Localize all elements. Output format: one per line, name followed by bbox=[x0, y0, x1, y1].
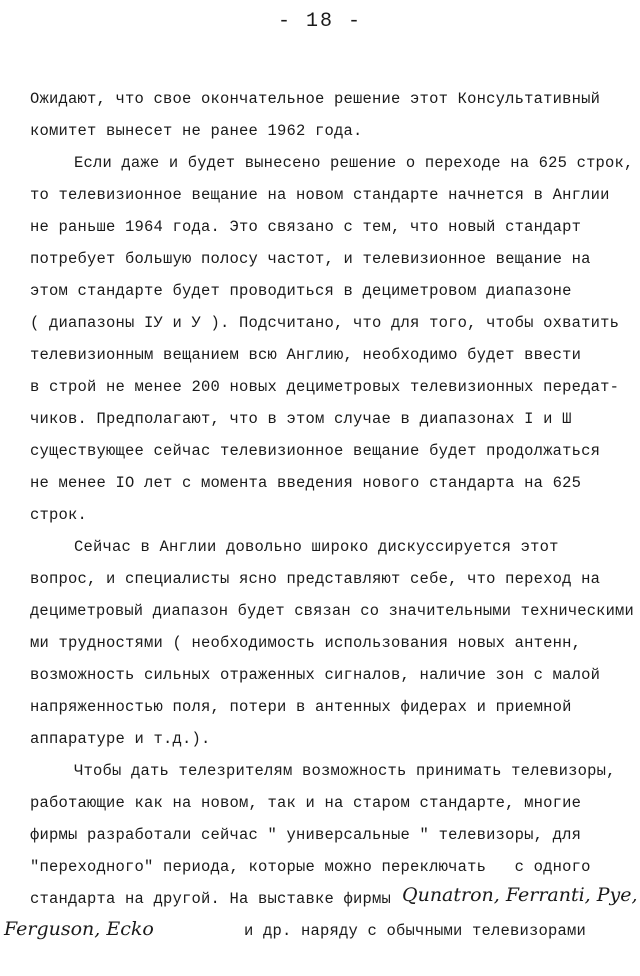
text-line: чиков. Предполагают, что в этом случае в диапазонах I и Ш bbox=[30, 410, 572, 428]
text-line: аппаратуре и т.д.). bbox=[30, 730, 211, 748]
text-line: и др. наряду с обычными телевизорами bbox=[244, 922, 587, 940]
text-line: не менее IO лет с момента введения нового стандарта на 625 bbox=[30, 474, 582, 492]
handwritten-firms-line1: Qunatron, Ferranti, Pye, bbox=[402, 884, 638, 906]
text-line: Ожидают, что свое окончательное решение этот Консультативный bbox=[30, 90, 601, 108]
text-line: вопрос, и специалисты ясно представляют себе, что переход на bbox=[30, 570, 601, 588]
text-line: напряженностью поля, потери в антенных фидерах и приемной bbox=[30, 698, 572, 716]
text-line: возможность сильных отраженных сигналов, наличие зон с малой bbox=[30, 666, 601, 684]
text-line: Чтобы дать телезрителям возможность принимать телевизоры, bbox=[74, 762, 616, 780]
page-number: - 18 - bbox=[277, 10, 362, 33]
handwritten-firms-line2: Ferguson, Ecko bbox=[4, 918, 154, 940]
text-line: стандарта на другой. На выставке фирмы bbox=[30, 890, 392, 908]
text-line: существующее сейчас телевизионное вещание будет продолжаться bbox=[30, 442, 601, 460]
text-line: ( диапазоны IУ и У ). Подсчитано, что для того, чтобы охватить bbox=[30, 314, 620, 332]
text-line: "переходного" периода, которые можно переключать с одного bbox=[30, 858, 591, 876]
text-line: Если даже и будет вынесено решение о переходе на 625 строк, bbox=[74, 154, 634, 172]
text-line: ми трудностями ( необходимость использования новых антенн, bbox=[30, 634, 582, 652]
text-line: то телевизионное вещание на новом стандарте начнется в Англии bbox=[30, 186, 610, 204]
text-line: комитет вынесет не ранее 1962 года. bbox=[30, 122, 363, 140]
text-line: строк. bbox=[30, 506, 88, 524]
text-line: в строй не менее 200 новых дециметровых телевизионных передат- bbox=[30, 378, 620, 396]
text-line: Сейчас в Англии довольно широко дискуссируется этот bbox=[74, 538, 559, 556]
text-line: работающие как на новом, так и на старом стандарте, многие bbox=[30, 794, 582, 812]
text-line: дециметровый диапазон будет связан со значительными техническими bbox=[30, 602, 634, 620]
text-line: фирмы разработали сейчас " универсальные " телевизоры, для bbox=[30, 826, 582, 844]
text-line: телевизионным вещанием всю Англию, необходимо будет ввести bbox=[30, 346, 582, 364]
text-line: не раньше 1964 года. Это связано с тем, что новый стандарт bbox=[30, 218, 582, 236]
text-line: этом стандарте будет проводиться в дециметровом диапазоне bbox=[30, 282, 572, 300]
text-line: потребует большую полосу частот, и телевизионное вещание на bbox=[30, 250, 591, 268]
